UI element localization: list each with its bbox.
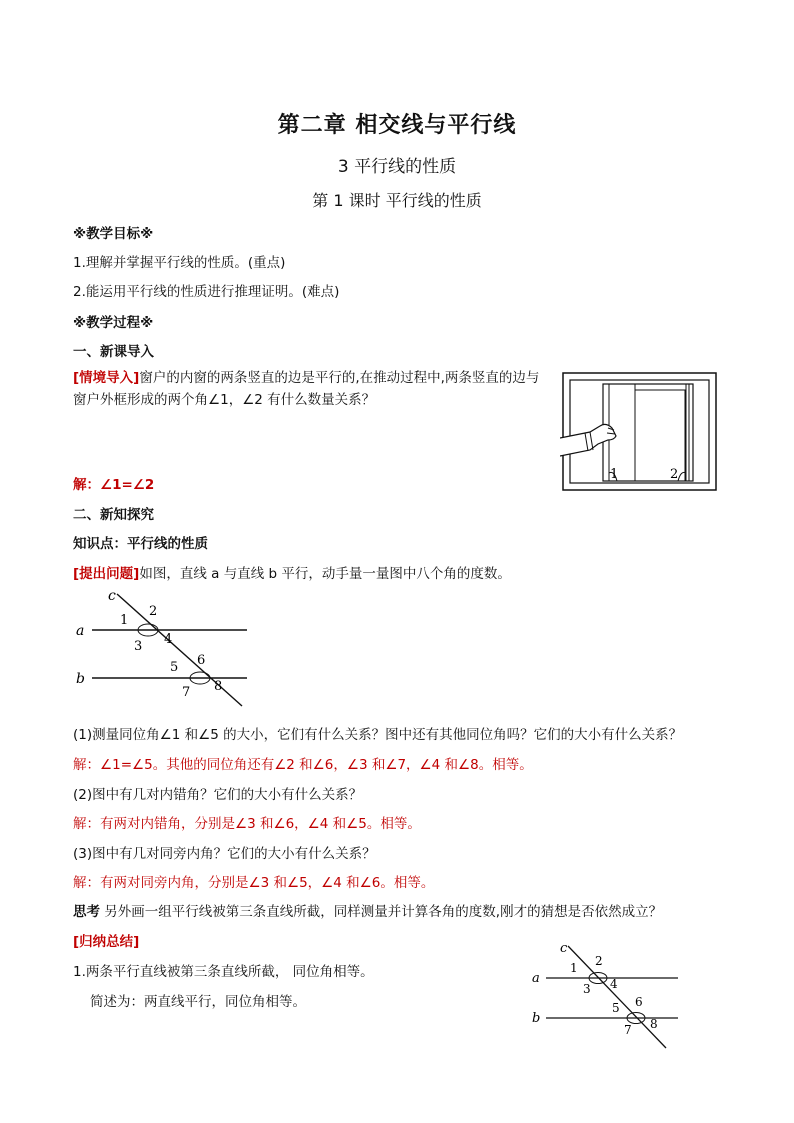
objective-2: 2.能运用平行线的性质进行推理证明。(难点)	[73, 284, 340, 300]
fig2-angle-4-label: 4	[610, 977, 618, 991]
fig2-line-c-label: c	[560, 941, 568, 956]
section-title: 3 平行线的性质	[337, 157, 457, 177]
intro-paragraph	[73, 367, 548, 411]
intro-question: 窗户的内窗的两条竖直的边是平行的,在推动过程中,两条竖直的边与窗户外框形成的两个角∠1，∠2 有什么数量关系？	[73, 370, 540, 408]
think-line	[73, 900, 662, 920]
answer-3: 解：有两对同旁内角，分别是∠3 和∠5，∠4 和∠6。相等。	[73, 875, 435, 891]
answer-2: 解：有两对内错角，分别是∠3 和∠6，∠4 和∠5。相等。	[73, 816, 421, 832]
question-tag: [提出问题]	[73, 566, 140, 582]
angle-2-label: 2	[149, 604, 158, 619]
angle-8-label: 8	[214, 679, 223, 694]
summary-item-1: 1.两条平行直线被第三条直线所截， 同位角相等。	[73, 964, 374, 980]
fig2-angle-2-label: 2	[595, 954, 603, 968]
summary-item-1-short: 简述为：两直线平行，同位角相等。	[90, 994, 306, 1010]
think-text: 另外画一组平行线被第三条直线所截，同样测量并计算各角的度数,刚才的猜想是否依然成立？	[100, 904, 663, 920]
angle-1-label: 1	[120, 613, 129, 628]
objectives-heading: ※教学目标※	[73, 226, 154, 242]
angle-7-label: 7	[182, 685, 191, 700]
window-figure	[560, 370, 720, 494]
prompt-line	[73, 562, 511, 582]
summary-tag: [归纳总结]	[73, 934, 140, 950]
fig2-angle-8-label: 8	[650, 1017, 658, 1031]
think-label: 思考	[73, 904, 100, 920]
line-c-label: c	[108, 588, 116, 604]
intro-heading: 一、新课导入	[73, 344, 154, 360]
fig2-angle-5-label: 5	[612, 1001, 620, 1015]
fig2-line-b-label: b	[532, 1011, 541, 1026]
fig2-angle-3-label: 3	[583, 982, 591, 996]
knowledge-point: 知识点：平行线的性质	[73, 536, 208, 552]
question-2: (2)图中有几对内错角？它们的大小有什么关系？	[73, 787, 363, 803]
angle-4-label: 4	[164, 632, 173, 647]
lesson-title: 第 1 课时 平行线的性质	[312, 191, 482, 210]
answer-1: 解：∠1=∠5。其他的同位角还有∠2 和∠6，∠3 和∠7，∠4 和∠8。相等。	[73, 757, 533, 773]
window-angle-2-label: 2	[670, 467, 679, 482]
parallel-lines-figure-2	[528, 940, 688, 1052]
angle-3-label: 3	[134, 639, 143, 654]
objective-1: 1.理解并掌握平行线的性质。(重点)	[73, 255, 286, 271]
question-3: (3)图中有几对同旁内角？它们的大小有什么关系？	[73, 846, 376, 862]
intro-answer: 解：∠1=∠2	[73, 477, 155, 493]
parallel-lines-figure	[72, 588, 252, 710]
process-heading: ※教学过程※	[73, 315, 154, 331]
fig2-line-a-label: a	[532, 971, 540, 986]
line-a-label: a	[76, 623, 85, 639]
fig2-angle-1-label: 1	[570, 961, 578, 975]
scenario-tag: [情境导入]	[73, 370, 140, 386]
angle-6-label: 6	[197, 653, 206, 668]
prompt-text: 如图，直线 a 与直线 b 平行，动手量一量图中八个角的度数。	[139, 566, 511, 582]
angle-5-label: 5	[170, 660, 179, 675]
explore-heading: 二、新知探究	[73, 507, 154, 523]
question-1: (1)测量同位角∠1 和∠5 的大小，它们有什么关系？图中还有其他同位角吗？它们的大小有什么关系？	[73, 727, 683, 743]
fig2-angle-7-label: 7	[624, 1023, 632, 1037]
chapter-title: 第二章 相交线与平行线	[277, 113, 517, 138]
fig2-angle-6-label: 6	[635, 995, 643, 1009]
line-b-label: b	[76, 671, 85, 687]
window-angle-1-label: 1	[610, 467, 619, 482]
